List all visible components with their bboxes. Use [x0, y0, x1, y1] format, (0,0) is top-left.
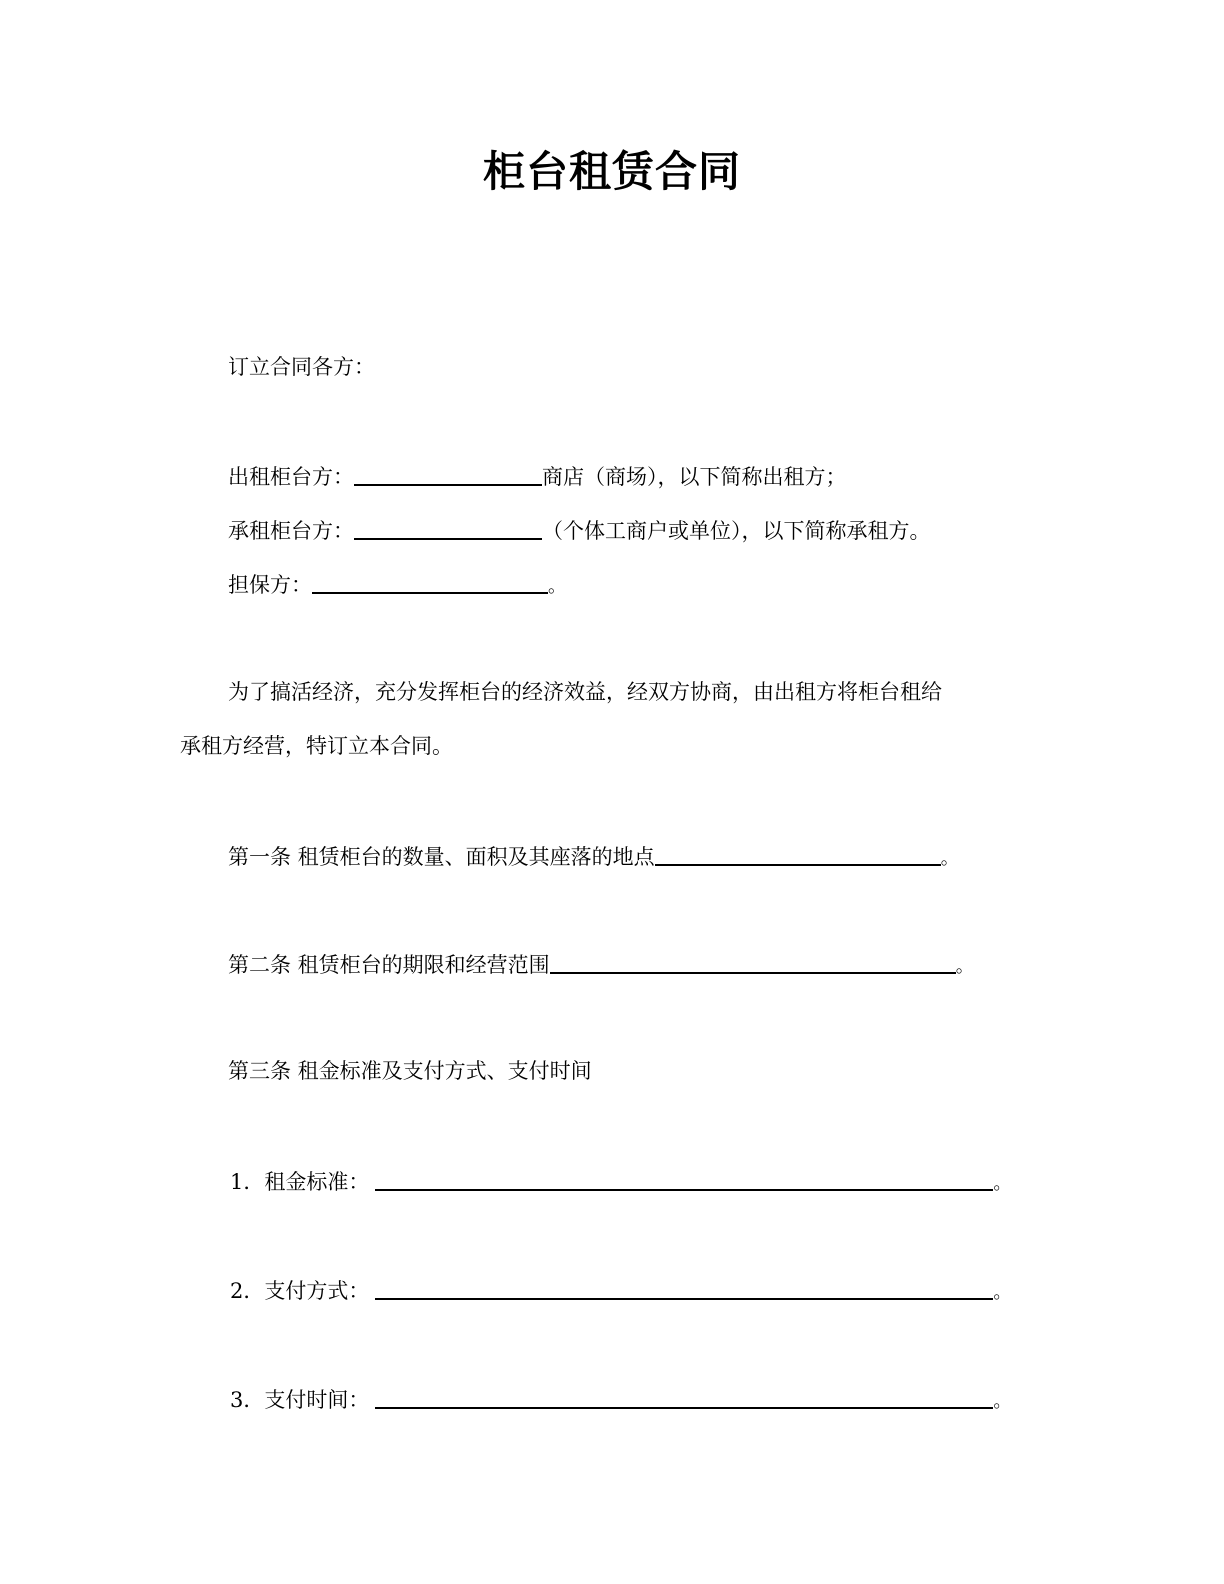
- lessee-suffix: （个体工商户或单位），以下简称承租方。: [542, 519, 931, 543]
- article-1-field[interactable]: [655, 842, 941, 866]
- item-2-label: 2．支付方式：: [230, 1279, 370, 1303]
- lessor-name-field[interactable]: [354, 462, 542, 486]
- item-3-label: 3．支付时间：: [230, 1388, 370, 1412]
- article-1-label: 第一条 租赁柜台的数量、面积及其座落的地点: [228, 845, 655, 869]
- item-1-label: 1．租金标准：: [230, 1170, 370, 1194]
- item-3-suffix: 。: [993, 1391, 1012, 1412]
- lessee-name-field[interactable]: [354, 516, 542, 540]
- lessor-label: 出租柜台方：: [228, 465, 354, 489]
- item-1-suffix: 。: [993, 1173, 1012, 1194]
- preamble-line-1: 为了搞活经济，充分发挥柜台的经济效益，经双方协商，由出租方将柜台租给: [228, 680, 942, 704]
- lessor-line: [228, 460, 847, 492]
- article-1: [228, 840, 959, 874]
- article-3: [228, 1056, 592, 1086]
- item-1: [230, 1165, 1011, 1199]
- guarantor-name-field[interactable]: [312, 570, 548, 594]
- preamble-line-2: 承租方经营，特订立本合同。: [180, 734, 453, 758]
- lessor-suffix: 商店（商场），以下简称出租方；: [542, 465, 847, 489]
- guarantor-label: 担保方：: [228, 573, 312, 597]
- article-2: [228, 948, 974, 982]
- payment-time-field[interactable]: [375, 1385, 993, 1409]
- item-2: [230, 1274, 1011, 1308]
- article-1-suffix: 。: [940, 848, 959, 869]
- article-2-field[interactable]: [550, 950, 956, 974]
- guarantor-suffix: 。: [548, 576, 566, 597]
- document-title: 柜台租赁合同: [482, 147, 741, 196]
- rent-standard-field[interactable]: [375, 1167, 993, 1191]
- lessee-label: 承租柜台方：: [228, 519, 354, 543]
- item-2-suffix: 。: [993, 1282, 1012, 1303]
- article-3-label: 第三条 租金标准及支付方式、支付时间: [228, 1059, 592, 1083]
- payment-method-field[interactable]: [375, 1276, 993, 1300]
- parties-heading: 订立合同各方：: [228, 355, 375, 379]
- article-2-suffix: 。: [955, 956, 974, 977]
- guarantor-line: [228, 568, 566, 602]
- article-2-label: 第二条 租赁柜台的期限和经营范围: [228, 953, 550, 977]
- lessee-line: [228, 514, 931, 546]
- item-3: [230, 1383, 1011, 1417]
